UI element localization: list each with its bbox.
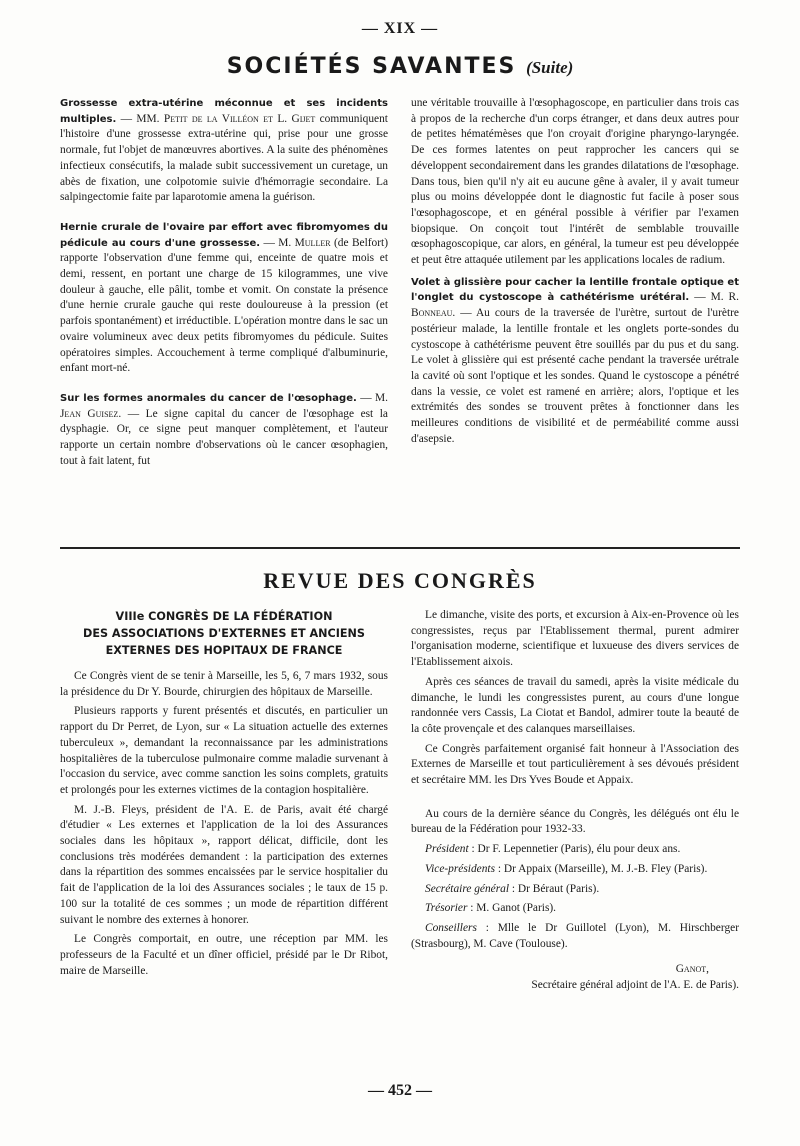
article-volet bbox=[411, 275, 739, 448]
bureau-member: : Dr Appaix (Marseille), M. J.-B. Fley (Paris). bbox=[497, 862, 708, 875]
societes-right-column bbox=[411, 96, 739, 451]
paragraph: Le Congrès comportait, en outre, une réception par MM. les professeurs de la Faculté et un dîner officiel, présidé par le Dr Ribot, maire de Marseille. bbox=[60, 933, 388, 977]
bureau-member: : Mlle le Dr Guillotel (Lyon), M. Hirschberger (Strasbourg), M. Cave (Toulouse). bbox=[411, 921, 739, 950]
bureau-member: : Dr Béraut (Paris). bbox=[511, 882, 600, 895]
congress-title-line: DES ASSOCIATIONS D'EXTERNES ET ANCIENS bbox=[83, 627, 365, 640]
revue-right-column bbox=[411, 608, 739, 994]
paragraph: Ce Congrès parfaitement organisé fait honneur à l'Association des Externes de Marseille et tout particulièrement à ses dévoués président et secrétaire MM. les Drs Yves Boude et Appaix. bbox=[411, 742, 739, 787]
bureau-entry bbox=[411, 862, 739, 878]
revue-left-column bbox=[60, 608, 388, 983]
paragraph: Le dimanche, visite des ports, et excursion à Aix-en-Provence où les congressistes, reçus par l'Etablissement thermal, purent admirer l'organisation moderne, scientifique et luxueuse des divers services de l'Etablissement aixois. bbox=[411, 609, 739, 669]
congress-title-line: EXTERNES DES HOPITAUX DE FRANCE bbox=[105, 644, 343, 657]
bureau-entry bbox=[411, 842, 739, 858]
signature-name: Ganot, bbox=[675, 963, 709, 976]
article-authors: — MM. Petit de la Villéon et L. Gijet bbox=[120, 112, 316, 125]
page-title-suite: (Suite) bbox=[526, 58, 574, 77]
bureau-role: Président bbox=[425, 843, 469, 856]
bureau-role: Secrétaire général bbox=[425, 882, 510, 895]
bureau-member: : M. Ganot (Paris). bbox=[470, 902, 557, 915]
article-grossesse bbox=[60, 96, 388, 206]
article-title: Hernie crurale de l'ovaire par effort avec fibromyomes du pédicule au cours d'une grossesse. bbox=[60, 221, 388, 249]
article-title: Volet à glissière pour cacher la lentille frontale optique et l'onglet du cystoscope à cathétérisme urétéral. bbox=[411, 276, 739, 304]
article-authors: — M. Jean Guisez. bbox=[60, 391, 388, 420]
article-cancer-continued: une véritable trouvaille à l'œsophagoscope, en particulier dans trois cas à propos de la recherche d'un corps étranger, et dans deux autres pour de petites hématémèses que l'on croyait d'origine pharyngo-laryngée. De ces formes latentes on peut rapprocher les cancers qui se développent secondairement dans les grandes dilatations de l'œsophage. Dans tous, bien qu'il n'y ait eu aucune gêne à avaler, il y avait tumeur plus ou moins développée dont le diagnostic fut facile à poser sous l'œsophagoscope, et en général possible à vérifier par l'examen biopsique. On conçoit tout l'intérêt de semblable trouvaille œsophagoscopique, car alors, en général, la tumeur est peu développée et peut être attaquée utilement par les applications locales de radium. bbox=[411, 97, 739, 267]
article-cancer-oesophage bbox=[60, 391, 388, 470]
article-title: Grossesse extra-utérine méconnue et ses incidents multiples. bbox=[60, 98, 388, 125]
article-title: Sur les formes anormales du cancer de l'œsophage. bbox=[60, 392, 357, 404]
bureau-role: Trésorier bbox=[425, 902, 468, 915]
paragraph: Plusieurs rapports y furent présentés et discutés, en particulier un rapport du Dr Perret, de Lyon, sur « La situation actuelle des externes tuberculeux », demandant la reconnaissance par les administrations hospitalières de la tuberculose pulmonaire comme maladie survenant à l'occasion du service, avec comme sanction les soins complets, gratuits et prolongés pour les externes victimes de la contagion hospitalière. bbox=[60, 705, 388, 796]
article-authors: — M. R. Bonneau. bbox=[411, 291, 739, 320]
signature-block bbox=[411, 962, 739, 993]
paragraph: Ce Congrès vient de se tenir à Marseille, les 5, 6, 7 mars 1932, sous la présidence du Dr Y. Bourde, chirurgien des hôpitaux de Marseille. bbox=[60, 670, 388, 698]
article-body: — Le signe capital du cancer de l'œsophage est la dysphagie. Or, ce signe peut manquer complètement, et l'auteur rapporte un certain nombre d'observations où le cancer œsophagien, tout à fait latent, fut bbox=[60, 407, 388, 467]
congress-title-line: VIIIe CONGRÈS DE LA FÉDÉRATION bbox=[115, 610, 333, 623]
congress-title bbox=[60, 608, 388, 659]
section-title-revue: REVUE DES CONGRÈS bbox=[263, 568, 537, 593]
page-title bbox=[0, 54, 800, 79]
bureau-entry bbox=[411, 921, 739, 952]
page-folio-top: — XIX — bbox=[361, 20, 439, 37]
article-hernie bbox=[60, 220, 388, 377]
paragraph: Après ces séances de travail du samedi, après la visite médicale du dimanche, le lundi les congressistes purent, au cours d'une longue randonnée vers Cassis, La Ciotat et Bandol, admirer toute la beauté de la côte provençale et des calanques marseillaises. bbox=[411, 675, 739, 735]
bureau-entry bbox=[411, 901, 739, 917]
section-divider bbox=[60, 547, 740, 549]
article-body: — Au cours de la traversée de l'urètre, surtout de l'urètre postérieur malade, la lentille frontale et les onglets porte-sondes du cystoscope à cathétérisme peuvent être souillés par du pus et du sang. Le volet à glissière qui est présenté cache pendant la traversée urétrale la cavité où sont l'optique et les sondes. Quand le cystoscope a pénétré dans la vessie, ce volet est ramené en arrière; alors, l'optique et les extrémités des sondes se trouvent prêtes à fonctionner dans les meilleures conditions de visibilité et de perméabilité comme aussi d'asepsie. bbox=[411, 307, 739, 445]
article-body: (de Belfort) rapporte l'observation d'une femme qui, enceinte de quatre mois et demi, ressent, en portant une charge de 15 kilogrammes, une vive douleur à gauche, elle pâlit, tombe et vomit. On constate la présence d'une hernie crurale gauche qui reste douloureuse à la pression (et parfois spontanément) et irréductible. L'opération montre dans le sac un ovaire volumineux avec deux petits fibromyomes du pédicule. Suites opératoires simples. Accouchement à terme compliqué d'albuminurie, enfant mort-né. bbox=[60, 236, 389, 375]
bureau-role: Conseillers bbox=[425, 921, 477, 934]
bureau-entry bbox=[411, 882, 739, 898]
paragraph: M. J.-B. Fleys, président de l'A. E. de Paris, avait été chargé d'étudier « Les externes et l'application de la loi des Assurances sociales dans les hôpitaux », rapport délicat, difficile, dont les conclusions très modérées demandent : la participation des externes dans la répartition des sommes encaissées par le service hospitalier du fait de l'application de la loi des Assurances sociales ; le taux de 15 p. 100 sur la totalité de ces sommes ; un mode de répartition différent suivant le nombre des externes à honorer. bbox=[60, 803, 388, 926]
signature-role: Secrétaire général adjoint de l'A. E. de Paris). bbox=[531, 979, 739, 992]
bureau-role: Vice-présidents bbox=[425, 862, 496, 875]
page-title-text: SOCIÉTÉS SAVANTES bbox=[226, 54, 517, 79]
bureau-member: : Dr F. Lepennetier (Paris), élu pour deux ans. bbox=[471, 843, 681, 856]
article-authors: — M. Muller bbox=[263, 236, 331, 249]
paragraph: Au cours de la dernière séance du Congrès, les délégués ont élu le bureau de la Fédération pour 1932-33. bbox=[411, 807, 739, 836]
societes-left-column bbox=[60, 96, 388, 473]
page-number: — 452 — bbox=[368, 1082, 432, 1099]
article-body: communiquent l'histoire d'une grossesse extra-utérine qui, prise pour une grosse normale, fut l'objet de manœuvres abortives. A la suite des phénomènes infectieux consécutifs, la malade subit successivement un curetage, un abès de fixation, une colpotomie suivie d'hémorragie secondaire. La salpingectomie faite par laparotomie amena la guérison. bbox=[60, 112, 388, 204]
